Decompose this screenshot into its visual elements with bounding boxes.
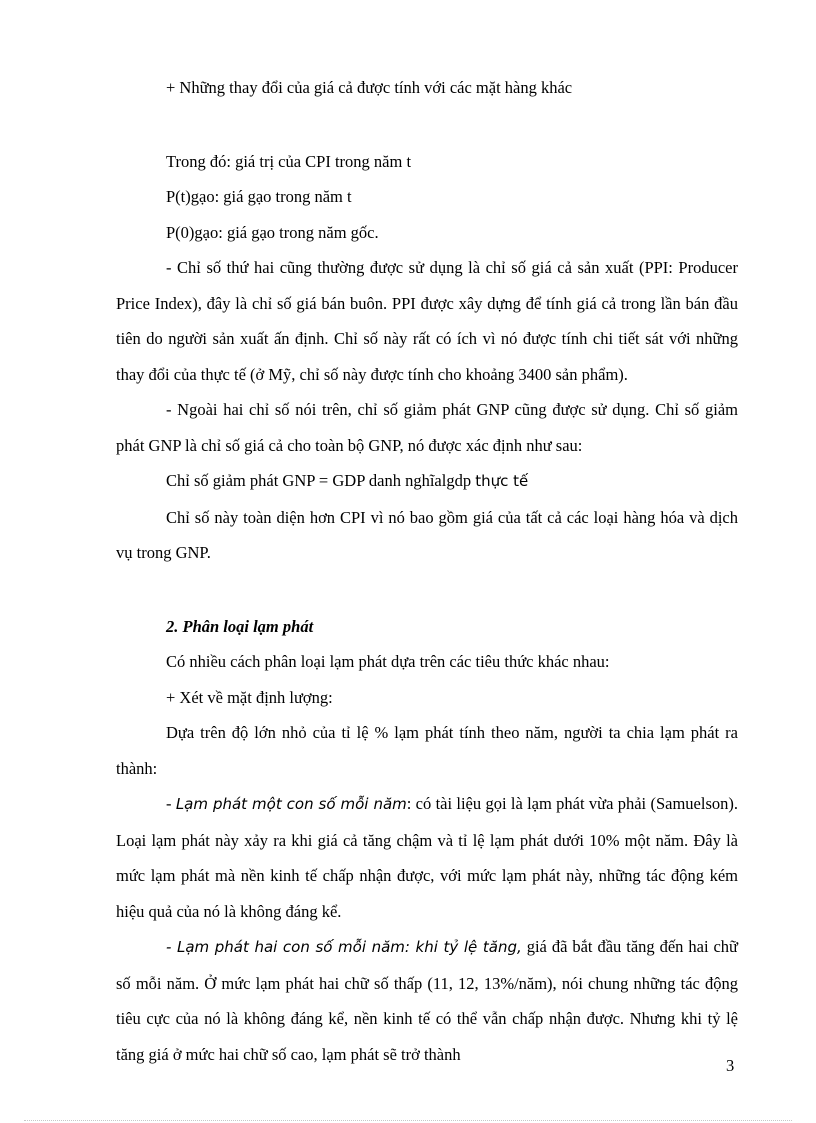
paragraph-rice-price-base: P(0)gạo: giá gạo trong năm gốc. <box>166 222 379 242</box>
paragraph-rice-price-t: P(t)gạo: giá gạo trong năm t <box>166 187 352 206</box>
spacer <box>116 571 738 609</box>
paragraph-double-digit <box>116 929 738 1072</box>
dash: - <box>166 794 176 813</box>
paragraph-classification-intro: Có nhiều cách phân loại lạm phát dựa trên các tiêu thức khác nhau: <box>166 652 610 671</box>
section-heading: 2. Phân loại lạm phát <box>166 616 314 636</box>
paragraph-gnp-formula <box>116 463 738 500</box>
term-double-digit: - Lạm phát hai con số mỗi năm: khi tỷ lệ tăng, <box>166 938 522 956</box>
document-page <box>116 70 738 1072</box>
formula-real: thực tế <box>475 472 529 490</box>
page-break-divider <box>24 1120 792 1121</box>
paragraph-gnp-deflator: - Ngoài hai chỉ số nói trên, chỉ số giảm phát GNP cũng được sử dụng. Chỉ số giảm phát GNP là chỉ số giá cả cho toàn bộ GNP, nó được xác định như sau: <box>116 400 738 455</box>
page-number: 3 <box>726 1056 735 1075</box>
paragraph-ppi: - Chỉ số thứ hai cũng thường được sử dụng là chỉ số giá cả sản xuất (PPI: Producer Price Index), đây là chỉ số giá bán buôn. PPI được xây dựng để tính giá cả trong lần bán đầu tiên do người sản xuất ấn định. Chỉ số này rất có ích vì nó được tính chi tiết sát với những thay đổi của thực tế (ở Mỹ, chỉ số này được tính cho khoảng 3400 sản phẩm). <box>116 258 738 384</box>
paragraph-cpi-definition: Trong đó: giá trị của CPI trong năm t <box>166 151 412 171</box>
paragraph-by-rate: Dựa trên độ lớn nhỏ của tỉ lệ % lạm phát tính theo năm, người ta chia lạm phát ra thành: <box>116 723 738 778</box>
paragraph-other-goods: + Những thay đổi của giá cả được tính với các mặt hàng khác <box>166 78 573 97</box>
paragraph-cpi-comparison: Chỉ số này toàn diện hơn CPI vì nó bao gồm giá của tất cả các loại hàng hóa và dịch vụ trong GNP. <box>116 507 738 562</box>
paragraph-single-digit <box>116 786 738 929</box>
double-digit-desc: giá đã bắt đầu tăng đến hai chữ số mỗi năm. Ở mức lạm phát hai chữ số thấp (11, 12, 13%/năm), nói chung những tác động tiêu cực của nó là không đáng kể, nền kinh tế có thể vẫn chấp nhận được. Nhưng khi tỷ lệ tăng giá ở mức hai chữ số cao, lạm phát sẽ trở thành <box>116 937 738 1064</box>
paragraph-quantitative: + Xét về mặt định lượng: <box>166 687 333 707</box>
formula-text: Chỉ số giảm phát GNP = GDP danh nghĩalgdp <box>166 471 476 490</box>
spacer <box>116 106 738 144</box>
term-single-digit: Lạm phát một con số mỗi năm <box>175 795 407 813</box>
single-digit-desc: : có tài liệu gọi là lạm phát vừa phải (Samuelson). Loại lạm phát này xảy ra khi giá cả tăng chậm và tỉ lệ lạm phát dưới 10% một năm. Đây là mức lạm phát mà nền kinh tế chấp nhận được, với mức lạm phát này, những tác động kém hiệu quả của nó là không đáng kể. <box>116 794 738 921</box>
